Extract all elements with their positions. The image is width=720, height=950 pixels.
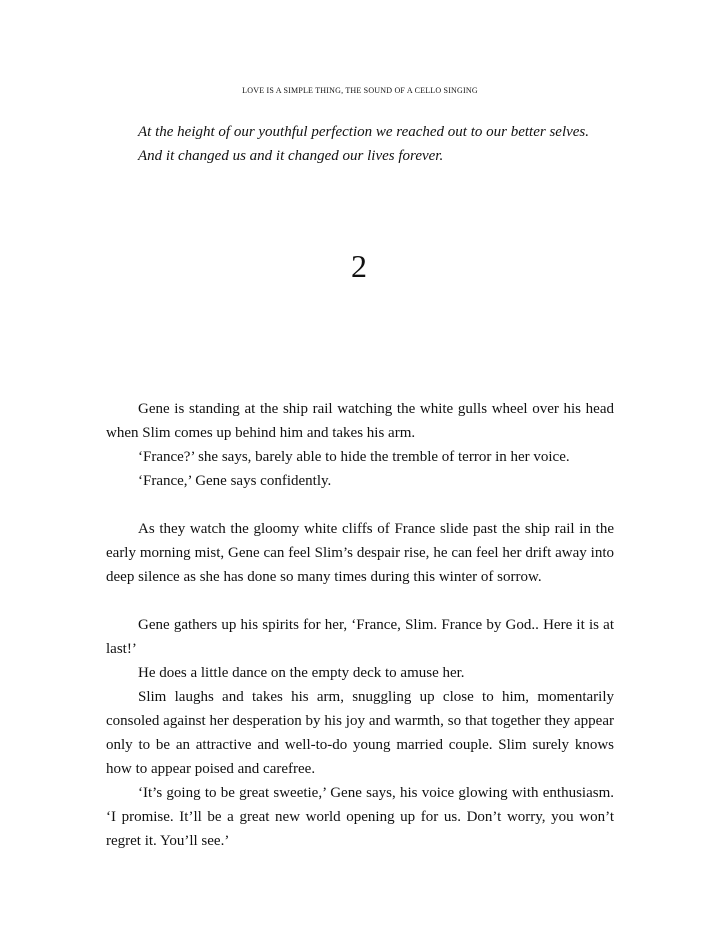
epigraph-line-1: At the height of our youthful perfection we reached out to our better selves. [138, 124, 590, 140]
body-text [106, 397, 614, 853]
epigraph [138, 120, 638, 168]
epigraph-line-2: And it changed us and it changed our lives forever. [138, 148, 444, 164]
paragraph: As they watch the gloomy white cliffs of France slide past the ship rail in the early morning mist, Gene can feel Slim’s despair rise, he can feel her drift away into deep silence as she has done so many times during this winter of sorrow. [106, 521, 614, 585]
paragraph: Slim laughs and takes his arm, snuggling up close to him, momentarily consoled against her desperation by his joy and warmth, so that together they appear only to be an attractive and well-to-do young married couple. Slim surely knows how to appear poised and carefree. [106, 689, 614, 777]
paragraph: ‘It’s going to be great sweetie,’ Gene says, his voice glowing with enthusiasm. ‘I promise. It’ll be a great new world opening up for us. Don’t worry, you won’t regret it. You’ll see.’ [106, 785, 614, 849]
paragraph: ‘France?’ she says, barely able to hide the tremble of terror in her voice. [138, 449, 570, 465]
paragraph: Gene is standing at the ship rail watching the white gulls wheel over his head when Slim comes up behind him and takes his arm. [106, 401, 614, 441]
running-header: LOVE IS A SIMPLE THING, THE SOUND OF A CELLO SINGING [242, 86, 478, 95]
paragraph: Gene gathers up his spirits for her, ‘France, Slim. France by God.. Here it is at last!’ [106, 617, 614, 657]
paragraph: ‘France,’ Gene says confidently. [138, 473, 332, 489]
paragraph: He does a little dance on the empty deck to amuse her. [138, 665, 465, 681]
chapter-number: 2 [351, 248, 367, 284]
